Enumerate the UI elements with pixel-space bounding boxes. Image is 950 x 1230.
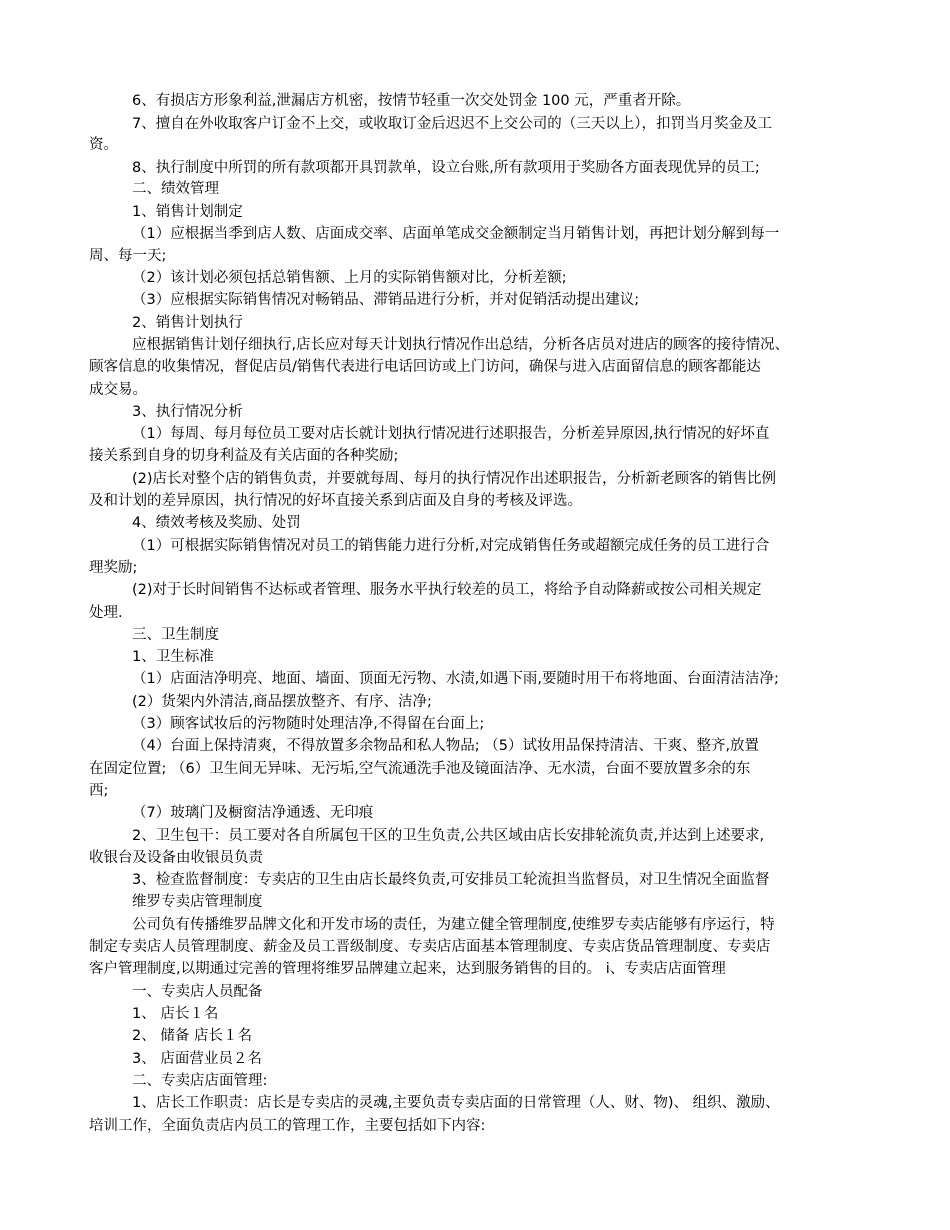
text-line: （7）玻璃门及橱窗洁净通透、无印痕 — [132, 805, 374, 821]
text-line: 6、有损店方形象利益,泄漏店方机密，按情节轻重一次交处罚金 100 元，严重者开除。 — [132, 93, 691, 109]
text-line: 三、卫生制度 — [132, 627, 219, 643]
text-line: 接关系到自身的切身利益及有关店面的各种奖励; — [89, 448, 399, 464]
text-line: （1）店面洁净明亮、地面、墙面、顶面无污物、水渍,如遇下雨,要随时用干布将地面、台面清洁洁净; — [132, 671, 779, 687]
text-line: 西; — [89, 783, 109, 799]
text-line: 二、专卖店店面管理: — [132, 1073, 268, 1089]
text-line: （1）每周、每月每位员工要对店长就计划执行情况进行述职报告，分析差异原因,执行情况的好坏直 — [132, 426, 770, 442]
text-line: 制定专卖店人员管理制度、薪金及员工晋级制度、专卖店店面基本管理制度、专卖店货品管理制度、专卖店 — [89, 939, 771, 955]
text-line: 二、绩效管理 — [132, 181, 219, 197]
text-line: 2、卫生包干：员工要对各自所属包干区的卫生负责,公共区域由店长安排轮流负责,并达到上述要求, — [132, 828, 765, 844]
text-line: 4、绩效考核及奖励、处罚 — [132, 515, 301, 531]
text-line: 顾客信息的收集情况，督促店员/销售代表进行电话回访或上门访问，确保与进入店面留信息的顾客都能达 — [89, 359, 761, 375]
text-line: 培训工作，全面负责店内员工的管理工作，主要包括如下内容: — [89, 1118, 486, 1134]
text-line: 维罗专卖店管理制度 — [132, 894, 263, 910]
text-line: 3、检查监督制度：专卖店的卫生由店长最终负责,可安排员工轮流担当监督员，对卫生情况全面监督 — [132, 872, 770, 888]
text-line: （3）应根据实际销售情况对畅销品、滞销品进行分析，并对促销活动提出建议; — [132, 292, 640, 308]
text-line: 1、销售计划制定 — [132, 204, 243, 220]
text-line: 7、擅自在外收取客户订金不上交，或收取订金后迟迟不上交公司的（三天以上），扣罚当月奖金及工 — [132, 116, 772, 132]
text-line: 收银台及设备由收银员负责 — [89, 850, 263, 866]
text-line: 在固定位置; （6）卫生间无异味、无污垢,空气流通洗手池及镜面洁净、无水渍，台面不要放置多余的东 — [89, 761, 751, 777]
text-line: （1）应根据当季到店人数、店面成交率、店面单笔成交金额制定当月销售计划，再把计划分解到每一 — [132, 226, 780, 242]
text-line: （2）该计划必须包括总销售额、上月的实际销售额对比，分析差额; — [132, 270, 567, 286]
text-line: 理奖励; — [89, 560, 138, 576]
text-line: 1、卫生标准 — [132, 649, 214, 665]
text-line: 2、 储备 店长１名 — [132, 1028, 252, 1044]
text-line: 一、专卖店人员配备 — [132, 984, 263, 1000]
text-line: （4）台面上保持清爽，不得放置多余物品和私人物品; （5）试妆用品保持清洁、干爽、整齐,放置 — [132, 738, 760, 754]
text-line: 客户管理制度,以期通过完善的管理将维罗品牌建立起来，达到服务销售的目的。 i、专卖店店面管理 — [89, 961, 726, 977]
text-line: 资。 — [89, 137, 118, 153]
text-line: 应根据销售计划仔细执行,店长应对每天计划执行情况作出总结，分析各店员对进店的顾客的接待情况、 — [132, 337, 790, 353]
text-line: 周、每一天; — [89, 248, 167, 264]
text-line: 2、销售计划执行 — [132, 315, 243, 331]
text-line: (2）货架内外清洁,商品摆放整齐、有序、洁净; — [132, 694, 432, 710]
text-line: 8、执行制度中所罚的所有款项都开具罚款单，设立台账,所有款项用于奖励各方面表现优异的员工; — [132, 160, 760, 176]
text-line: （3）顾客试妆后的污物随时处理洁净,不得留在台面上; — [132, 716, 485, 732]
text-line: 1、 店长１名 — [132, 1006, 219, 1022]
text-line: 3、执行情况分析 — [132, 404, 243, 420]
text-line: (2)店长对整个店的销售负责，并要就每周、每月的执行情况作出述职报告，分析新老顾客的销售比例 — [132, 471, 777, 487]
text-line: 及和计划的差异原因，执行情况的好坏直接关系到店面及自身的考核及评选。 — [89, 493, 582, 509]
text-line: 成交易。 — [89, 382, 147, 398]
text-line: (2)对于长时间销售不达标或者管理、服务水平执行较差的员工，将给予自动降薪或按公司相关规定 — [132, 582, 762, 598]
text-line: 公司负有传播维罗品牌文化和开发市场的责任，为建立健全管理制度,使维罗专卖店能够有序运行，特 — [132, 917, 775, 933]
text-line: （1）可根据实际销售情况对员工的销售能力进行分析,对完成销售任务或超额完成任务的员工进行合 — [132, 538, 770, 554]
text-line: 3、 店面营业员２名 — [132, 1051, 262, 1067]
text-line: 处理. — [89, 605, 123, 621]
text-line: 1、店长工作职责：店长是专卖店的灵魂,主要负责专卖店面的日常管理（人、财、物)、 组织、激励、 — [132, 1095, 780, 1111]
